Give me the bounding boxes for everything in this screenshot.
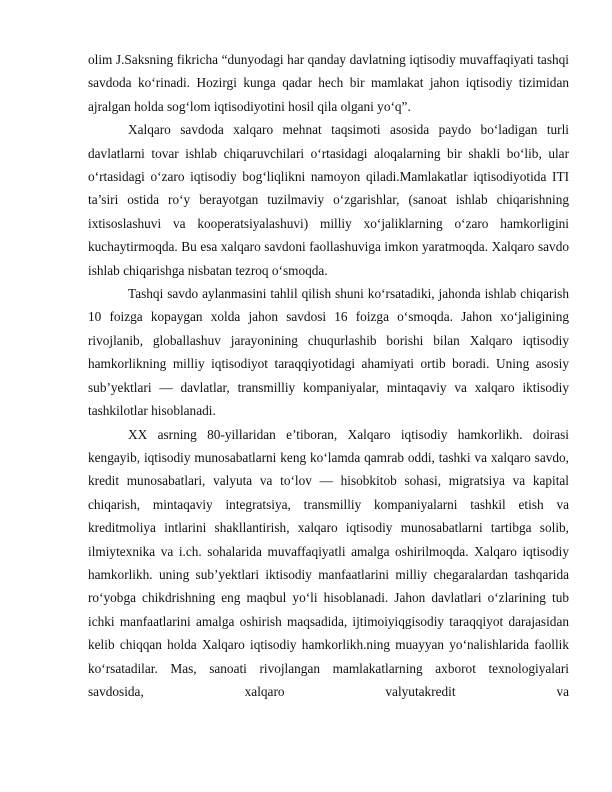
- paragraph-1: olim J.Saksning fikricha “dunyodagi har qanday davlatning iqtisodiy muvaffaqiyati tashqi savdoda ko‘rinadi. Hozirgi kunga qadar hech bir mamlakat jahon iqtisodiy tizimidan ajralgan holda sog‘lom iqtisodiyotini hosil qila olgani yo‘q”.: [88, 52, 569, 114]
- paragraph-2: Xalqaro savdoda xalqaro mehnat taqsimoti asosida paydo bo‘ladigan turli davlatlarni tovar ishlab chiqaruvchilari o‘rtasidagi aloqalarning bir shakli bo‘lib, ular o‘rtasidagi o‘zaro iqtisodiy bog‘liqlikni namoyon qiladi.Mamlakatlar iqtisodiyotida ITI ta’siri ostida ro‘y berayotgan tuzilmaviy o‘zgarishlar, (sanoat ishlab chiqarishning ixtisoslashuvi va kooperatsiyalashuvi) milliy xo‘jaliklarning o‘zaro hamkorligini kuchaytirmoqda. Bu esa xalqaro savdoni faollashuviga imkon yaratmoqda. Xalqaro savdo ishlab chiqarishga nisbatan tezroq o‘smoqda.: [88, 122, 569, 278]
- document-page: [88, 48, 569, 703]
- paragraph-4: XX asrning 80-yillaridan e’tiboran, Xalqaro iqtisodiy hamkorlikh. doirasi kengayib, iqtisodiy munosabatlarni keng ko‘lamda qamrab oddi, tashki va xalqaro savdo, kredit munosabatlari, valyuta va to‘lov — hisobkitob sohasi, migratsiya va kapital chiqarish, mintaqaviy integratsiya, transmilliy kompaniyalarni tashkil etish va kreditmoliya intlarini shakllantirish, xalqaro iqtisodiy munosabatlarni tartibga solib, ilmiytexnika va i.ch. sohalarida muvaffaqiyatli amalga oshirilmoqda. Xalqaro iqtisodiy hamkorlikh. uning sub’yektlari iktisodiy manfaatlarini milliy chegaralardan tashqarida ro‘yobga chikdrishning eng maqbul yo‘li hisoblanadi. Jahon davlatlari o‘zlarining tub ichki manfaatlarini amalga oshirish maqsadida, ijtimoiyiqgisodiy taraqqiyot darajasidan kelib chiqqan holda Xalqaro iqtisodiy hamkorlikh.ning muayyan yo‘nalishlarida faollik ko‘rsatadilar. Mas, sanoati rivojlangan mamlakatlarning axborot texnologiyalari savdosida, xalqaro valyutakredit va: [88, 426, 569, 699]
- paragraph-3: Tashqi savdo aylanmasini tahlil qilish shuni ko‘rsatadiki, jahonda ishlab chiqarish 10 foizga kopaygan xolda jahon savdosi 16 foizga o‘smoqda. Jahon xo‘jaligining rivojlanib, globallashuv jarayonining chuqurlashib borishi bilan Xalqaro iqtisodiy hamkorlikning milliy iqtisodiyot taraqqiyotidagi ahamiyati ortib boradi. Uning asosiy sub’yektlari — davlatlar, transmilliy kompaniyalar, mintaqaviy va xalqaro iktisodiy tashkilotlar hisoblanadi.: [88, 286, 569, 419]
